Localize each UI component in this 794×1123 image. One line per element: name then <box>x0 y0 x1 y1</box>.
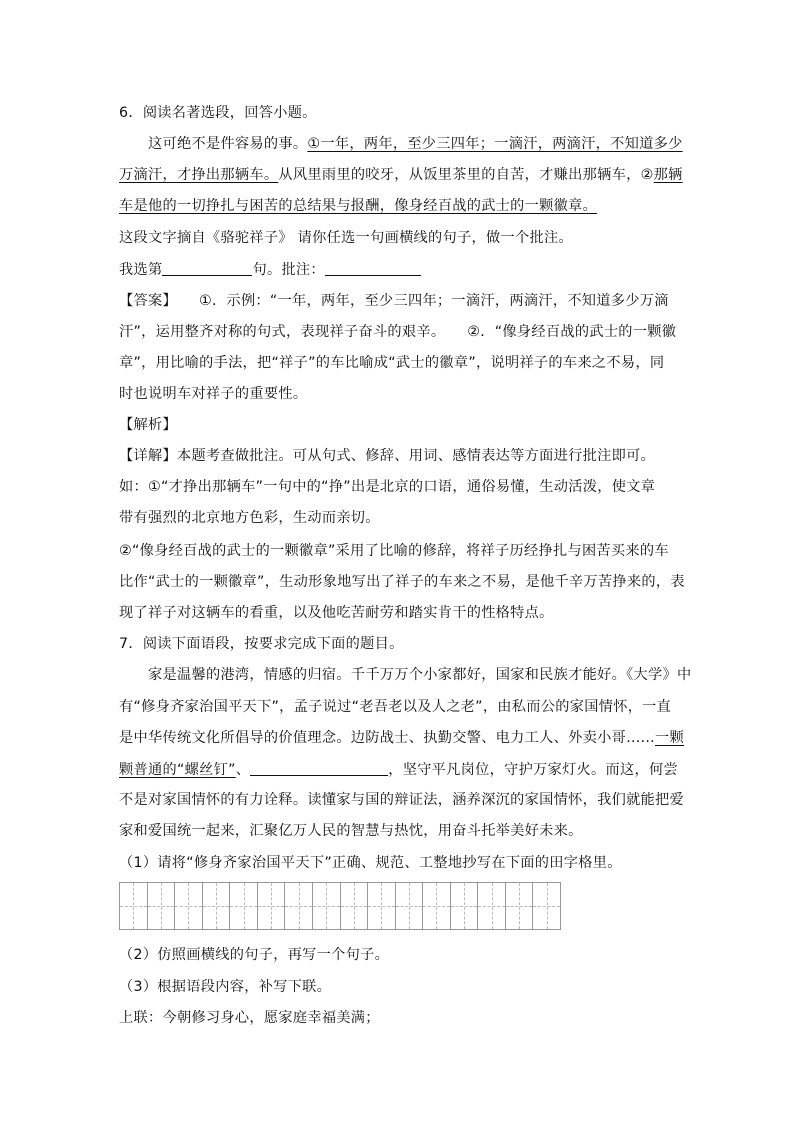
tianzi-cell[interactable] <box>230 883 258 929</box>
q6-underlined-sentence-1-end: 万滴汗，才挣出那辆车。 <box>119 167 279 183</box>
tianzi-cell[interactable] <box>313 883 341 929</box>
tianzi-cell[interactable] <box>148 883 176 929</box>
q6-passage-line-2 <box>119 165 683 185</box>
q7-underlined-sentence-end: 颗普通的“螺丝钉” <box>119 762 236 778</box>
q7-passage-line-6: 家和爱国统一起来，汇聚亿万人民的智慧与热忱，用奋斗托举美好未来。 <box>119 823 583 839</box>
tianzi-cell[interactable] <box>368 883 396 929</box>
q7-passage-text: 是中华传统文化所倡导的价值理念。边防战士、执勤交警、电力工人、外卖小哥…… <box>119 730 656 746</box>
q6-answer-line-2: 汗”，运用整齐对称的句式，表现祥子奋斗的艰辛。 ②．“像身经百战的武士的一颗徽 <box>119 324 677 340</box>
q7-passage-text: 、 <box>235 762 251 778</box>
tianzi-cell[interactable] <box>341 883 369 929</box>
q6-answer-line-3: 章”，用比喻的手法，把“祥子”的车比喻成“武士的徽章”，说明祥子的车来之不易，同 <box>119 355 665 371</box>
q7-underlined-sentence: 一颗 <box>655 730 685 746</box>
q6-answer-line-4: 时也说明车对祥子的重要性。 <box>119 386 308 402</box>
couplet-upper: 上联：今朝修习身心，愿家庭幸福美满； <box>119 1010 380 1026</box>
q6-answer-line-1 <box>119 291 669 311</box>
q7-passage-line-5: 不是对家国情怀的有力诠释。读懂家与国的辩证法，涵养深沉的家国情怀，我们就能把爱 <box>119 792 685 808</box>
detail-line-2: 如：①“才挣出那辆车”一句中的“挣”出是北京的口语，通俗易懂，生动活泼，使文章 <box>119 479 656 495</box>
q7-sub-question-1: （1）请将“修身齐家治国平天下”正确、规范、工整地抄写在下面的田字格里。 <box>119 855 622 871</box>
tianzi-cell[interactable] <box>175 883 203 929</box>
tianzi-cell[interactable] <box>396 883 424 929</box>
q7-sub-question-2: （2）仿照画横线的句子，再写一个句子。 <box>119 947 390 963</box>
q6-source-line: 这段文字摘自《骆驼祥子》 请你任选一句画横线的句子，做一个批注。 <box>119 230 573 246</box>
tianzi-cell[interactable] <box>258 883 286 929</box>
q7-passage-line-1: 家是温馨的港湾，情感的归宿。千千万万个小家都好，国家和民族才能好。《大学》中 <box>148 667 692 683</box>
q7-passage-line-3 <box>119 728 684 748</box>
tianzi-cell[interactable] <box>203 883 231 929</box>
tianzi-cell[interactable] <box>451 883 479 929</box>
tianzi-cell[interactable] <box>285 883 313 929</box>
answer-text: ①．示例：“一年，两年，至少三四年；一滴汗，两滴汗，不知道多少万滴 <box>198 293 669 309</box>
choose-prefix: 我选第 <box>119 262 163 278</box>
choose-mid: 句。批注： <box>252 262 325 278</box>
answer-label: 【答案】 <box>119 293 177 309</box>
detail-line-4: ②“像身经百战的武士的一颗徽章”采用了比喻的修辞，将祥子历经挣扎与困苦买来的车 <box>119 543 669 559</box>
detail-line-1: 【详解】本题考查做批注。可从句式、修辞、用词、感情表达等方面进行批注即可。 <box>119 448 656 464</box>
question-6-title: 6．阅读名著选段，回答小题。 <box>119 105 317 121</box>
q6-underlined-sentence-2-end: 车是他的一切挣扎与困苦的总结果与报酬，像身经百战的武士的一颗徽章。 <box>119 198 598 214</box>
annotation-blank[interactable] <box>325 259 421 276</box>
q6-underlined-sentence-1: ①一年，两年，至少三四年；一滴汗，两滴汗，不知道多少 <box>307 136 683 152</box>
q6-passage-line-3 <box>119 196 597 216</box>
tianzi-cell[interactable] <box>423 883 451 929</box>
sentence-number-blank[interactable] <box>162 259 252 276</box>
tianzi-cell[interactable] <box>533 883 560 929</box>
tianzi-cell[interactable] <box>506 883 534 929</box>
analysis-label: 【解析】 <box>119 417 177 433</box>
detail-line-6: 现了祥子对这辆车的看重，以及他吃苦耐劳和踏实肯干的性格特点。 <box>119 605 554 621</box>
q7-passage-text: ，坚守平凡岗位，守护万家灯火。而这，何尝 <box>388 762 678 778</box>
q6-passage-text: 从风里雨里的咬牙，从饭里茶里的自苦，才赚出那辆车，② <box>278 167 654 183</box>
q6-passage-text: 这可绝不是件容易的事。 <box>148 136 308 152</box>
q7-passage-line-4 <box>119 759 678 780</box>
detail-line-3: 带有强烈的北京地方色彩，生动而亲切。 <box>119 510 380 526</box>
q6-choose-line <box>119 259 421 280</box>
imitation-blank[interactable] <box>250 759 388 776</box>
tianzi-cell[interactable] <box>120 883 148 929</box>
q7-sub-question-3: （3）根据语段内容，补写下联。 <box>119 979 332 995</box>
q6-passage-line-1 <box>148 134 683 154</box>
tianzi-grid[interactable] <box>119 882 561 930</box>
q7-passage-line-2: 有“修身齐家治国平天下”，孟子说过“老吾老以及人之老”，由私而公的家国情怀，一直 <box>119 699 672 715</box>
question-7-title: 7．阅读下面语段，按要求完成下面的题目。 <box>119 636 404 652</box>
q6-underlined-sentence-2: 那辆 <box>653 167 683 183</box>
tianzi-cell[interactable] <box>478 883 506 929</box>
detail-line-5: 比作“武士的一颗徽章”，生动形象地写出了祥子的车来之不易，是他千辛万苦挣来的，表 <box>119 574 685 590</box>
